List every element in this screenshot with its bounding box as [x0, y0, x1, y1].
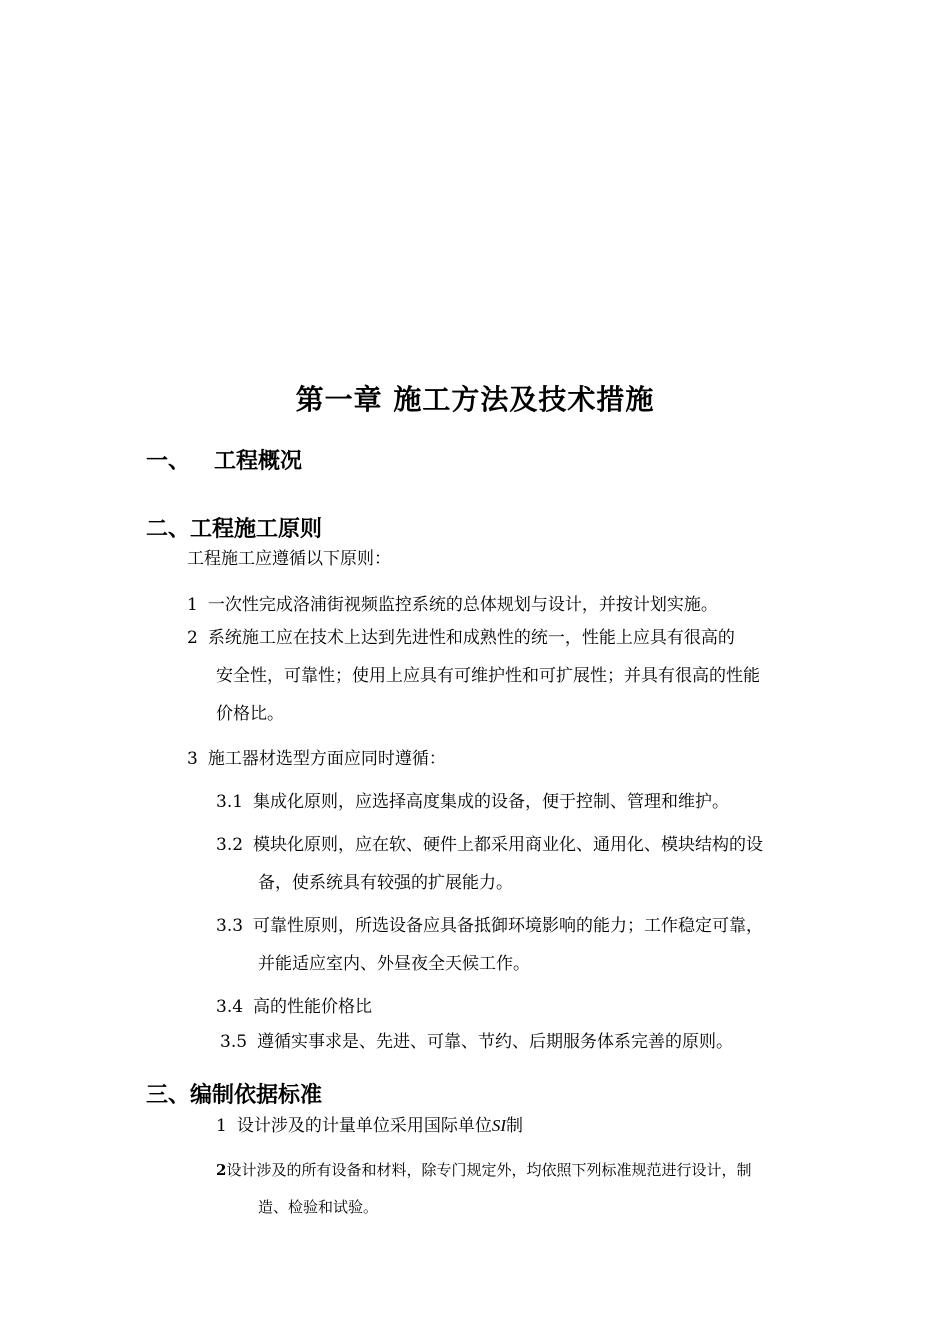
list-item: 2 系统施工应在技术上达到先进性和成熟性的统一，性能上应具有很高的 [187, 628, 735, 648]
section-title: 工程概况 [214, 449, 303, 474]
sub-list-item: 3.3 可靠性原则，所选设备应具备抵御环境影响的能力；工作稳定可靠， [216, 916, 764, 936]
sub-list-item: 3.2 模块化原则，应在软、硬件上都采用商业化、通用化、模块结构的设 [216, 835, 764, 855]
list-item-continuation: 造、检验和试验。 [258, 1198, 379, 1216]
list-item: 2设计涉及的所有设备和材料，除专门规定外，均依照下列标准规范进行设计，制 [216, 1161, 752, 1179]
list-item: 3 施工器材选型方面应同时遵循： [187, 749, 446, 769]
sub-list-item-continuation: 备，使系统具有较强的扩展能力。 [258, 873, 513, 893]
paragraph-intro: 工程施工应遵循以下原则： [187, 549, 391, 569]
list-item: 1 设计涉及的计量单位采用国际单位SI制 [216, 1116, 523, 1136]
section-heading-2: 二、工程施工原则 [146, 517, 323, 542]
list-item: 1 一次性完成洛浦街视频监控系统的总体规划与设计，并按计划实施。 [187, 595, 718, 615]
chapter-title: 第一章 施工方法及技术措施 [295, 383, 655, 416]
section-heading-1 [146, 444, 302, 475]
sub-list-item-continuation: 并能适应室内、外昼夜全天候工作。 [258, 954, 530, 974]
list-item-continuation: 安全性，可靠性；使用上应具有可维护性和可扩展性；并具有很高的性能 [216, 666, 760, 686]
list-item-continuation: 价格比。 [216, 704, 284, 724]
section-heading-3: 三、编制依据标准 [146, 1083, 323, 1108]
sub-list-item: 3.5 遵循实事求是、先进、可靠、节约、后期服务体系完善的原则。 [220, 1032, 734, 1052]
section-number: 一、 [146, 449, 191, 474]
sub-list-item: 3.4 高的性能价格比 [216, 997, 373, 1017]
si-unit: SI [491, 1116, 506, 1135]
sub-list-item: 3.1 集成化原则，应选择高度集成的设备，便于控制、管理和维护。 [216, 792, 730, 812]
